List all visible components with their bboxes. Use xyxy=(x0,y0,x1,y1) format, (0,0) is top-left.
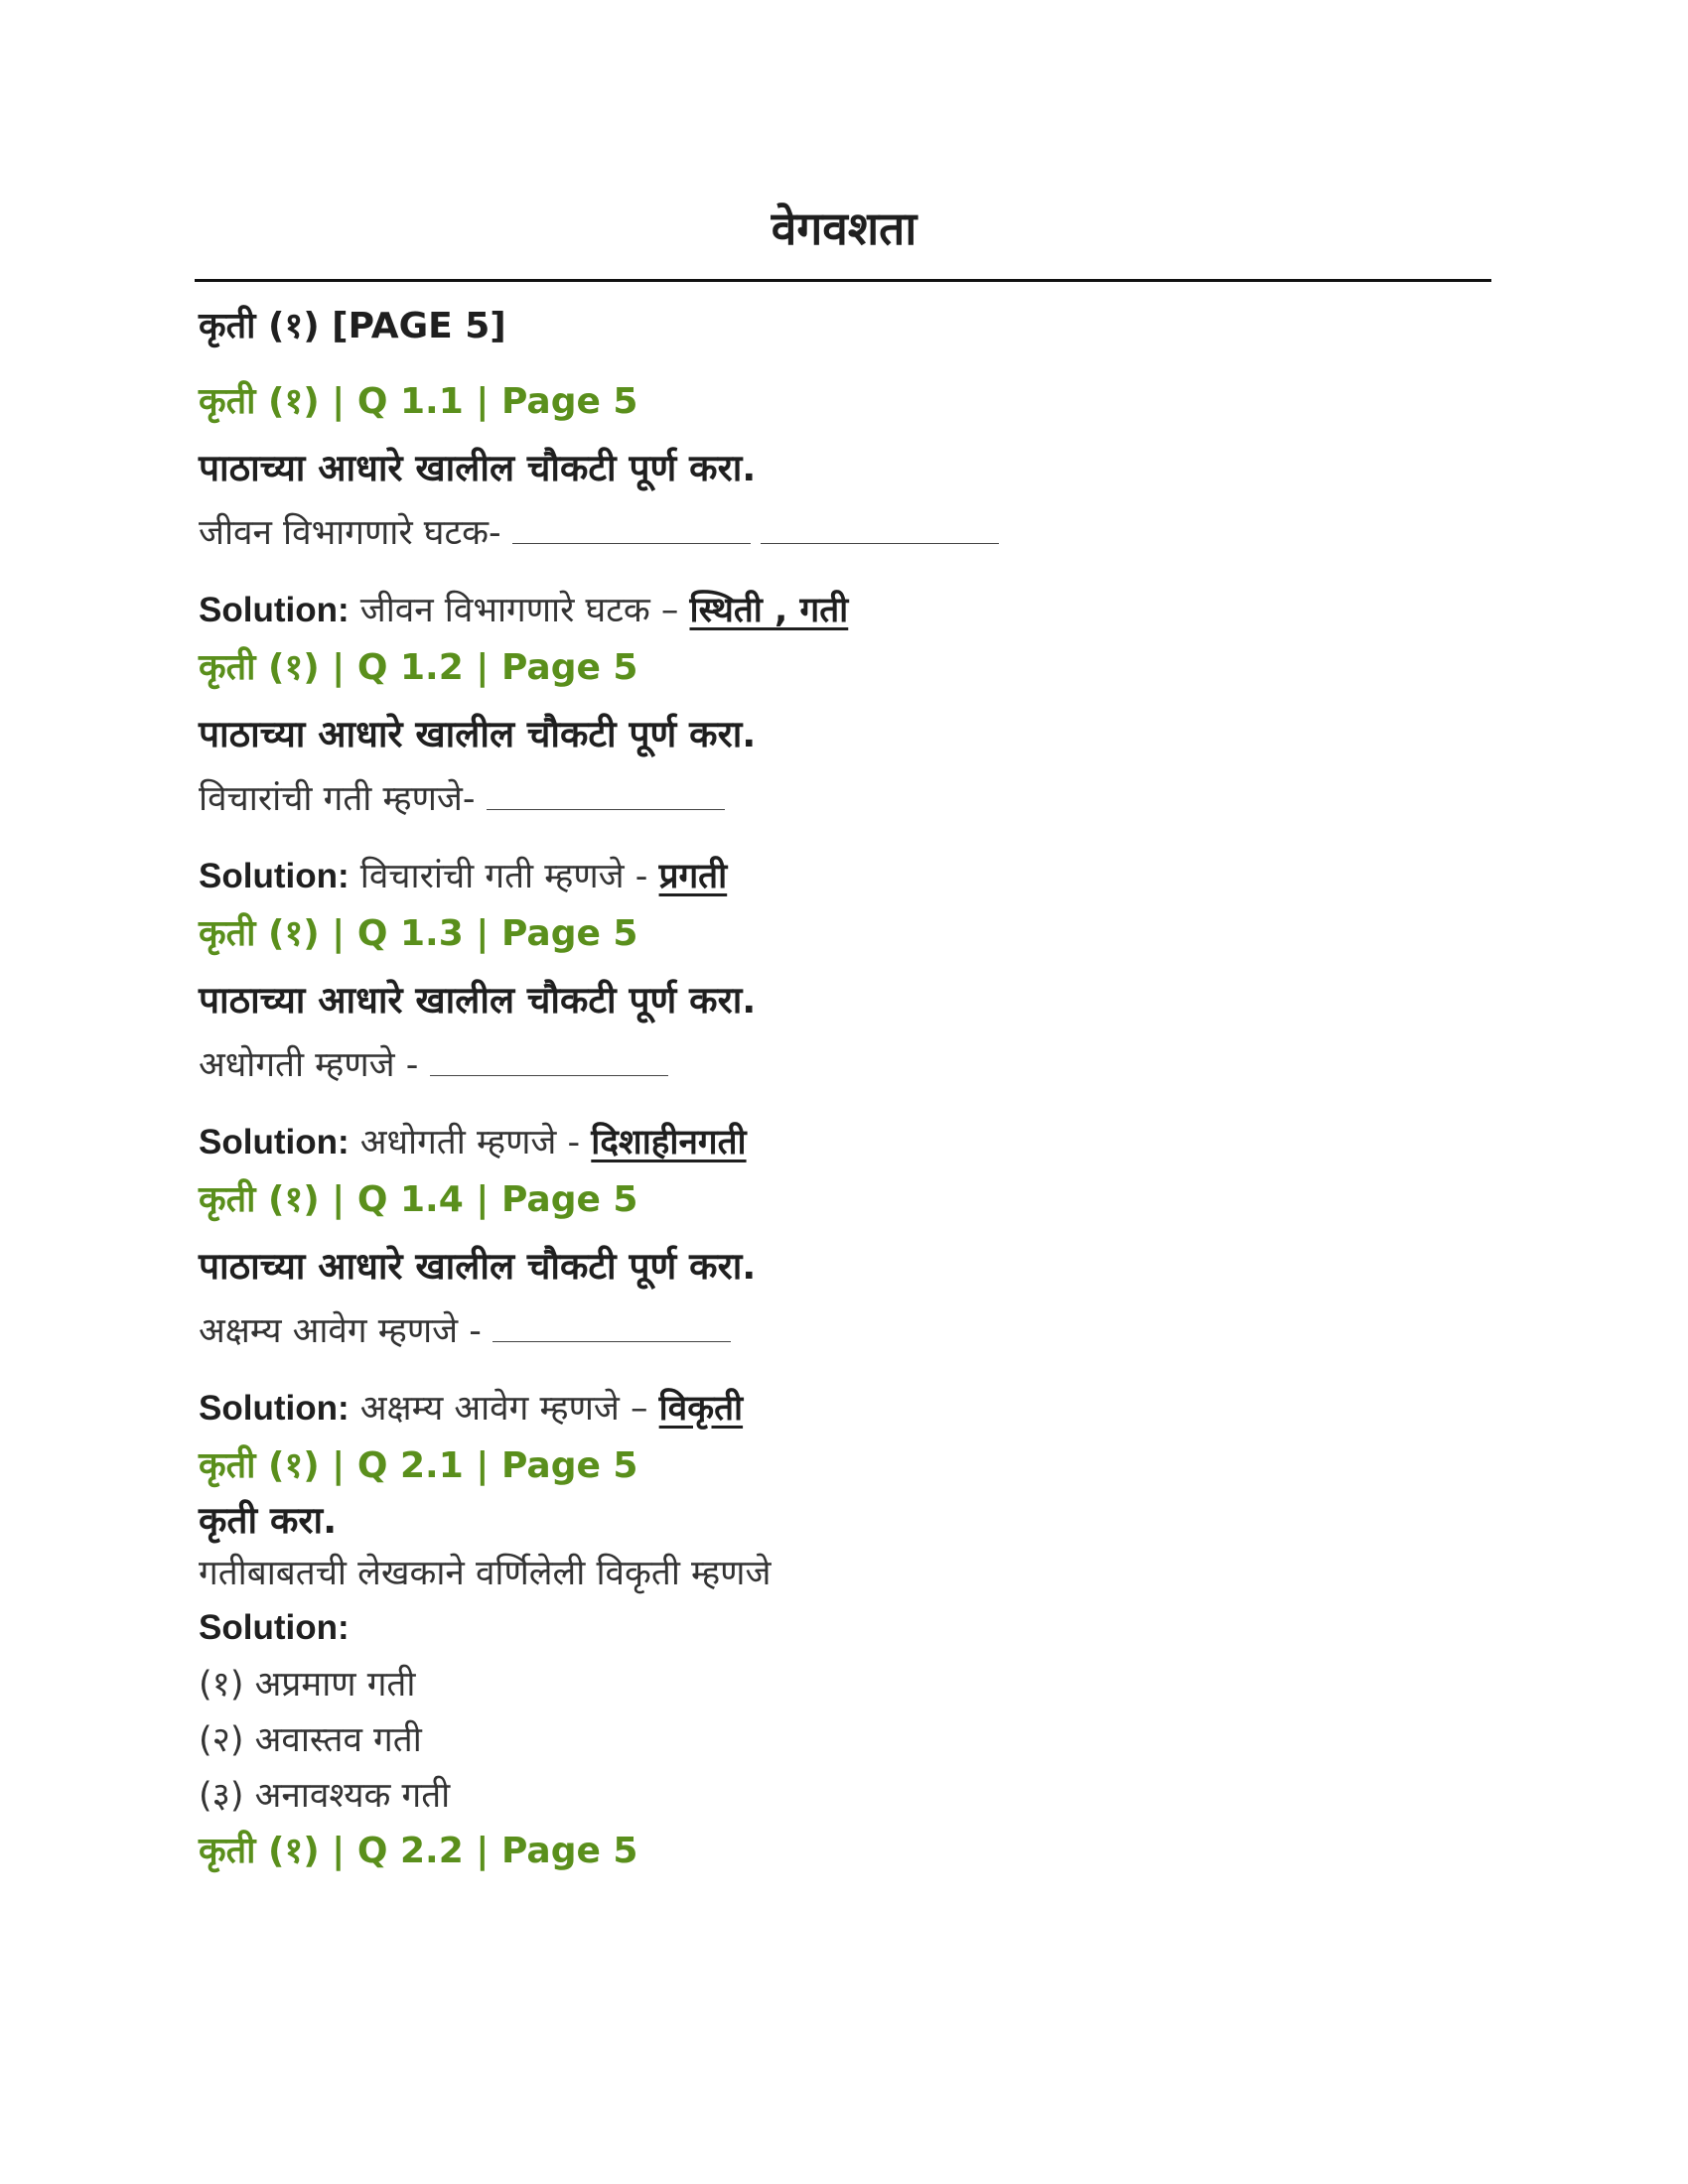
title-divider xyxy=(195,279,1491,282)
solution-text: अधोगती म्हणजे - xyxy=(359,1123,581,1162)
page-title: वेगवशता xyxy=(771,202,917,255)
prompt-1-3 xyxy=(199,1040,668,1087)
solution-text: विचारांची गती म्हणजे - xyxy=(359,857,648,896)
solution-answer: प्रगती xyxy=(658,857,728,896)
solution-label: Solution: xyxy=(199,591,350,629)
solution-text: अक्षम्य आवेग म्हणजे – xyxy=(359,1389,648,1429)
solution-label: Solution: xyxy=(199,1389,350,1428)
prompt-text: अधोगती म्हणजे - xyxy=(199,1045,419,1085)
solution-1-1 xyxy=(199,586,848,632)
solution-1-2 xyxy=(199,852,727,898)
answer-blank xyxy=(512,513,751,544)
solution-item: (३) अनावश्यक गती xyxy=(199,1776,451,1816)
prompt-2-1: गतीबाबतची लेखकाने वर्णिलेली विकृती म्हणजे xyxy=(199,1554,772,1593)
instruction-1-2: पाठाच्या आधारे खालील चौकटी पूर्ण करा. xyxy=(199,713,757,755)
prompt-text: विचारांची गती म्हणजे- xyxy=(199,779,476,819)
question-heading-1-2: कृती (१) | Q 1.2 | Page 5 xyxy=(199,647,638,688)
solution-item: (२) अवास्तव गती xyxy=(199,1720,422,1760)
solution-label: Solution: xyxy=(199,857,350,895)
instruction-2-1: कृती करा. xyxy=(199,1499,338,1542)
question-heading-2-2: कृती (१) | Q 2.2 | Page 5 xyxy=(199,1831,638,1871)
prompt-1-1 xyxy=(199,508,999,555)
question-heading-1-1: कृती (१) | Q 1.1 | Page 5 xyxy=(199,381,638,422)
solution-text: जीवन विभागणारे घटक – xyxy=(359,591,679,630)
prompt-1-2 xyxy=(199,774,725,821)
prompt-text: जीवन विभागणारे घटक- xyxy=(199,513,501,553)
prompt-text: अक्षम्य आवेग म्हणजे - xyxy=(199,1311,482,1351)
solution-2-1 xyxy=(199,1608,350,1648)
solution-label: Solution: xyxy=(199,1123,350,1161)
solution-item: (१) अप्रमाण गती xyxy=(199,1665,416,1705)
solution-answer: विकृती xyxy=(658,1389,744,1429)
solution-1-3 xyxy=(199,1118,747,1164)
solution-answer: दिशाहीनगती xyxy=(591,1123,747,1162)
question-heading-1-4: कृती (१) | Q 1.4 | Page 5 xyxy=(199,1179,638,1220)
section-heading: कृती (१) [PAGE 5] xyxy=(199,306,506,346)
answer-blank xyxy=(761,513,999,544)
answer-blank xyxy=(487,779,725,810)
instruction-1-4: पाठाच्या आधारे खालील चौकटी पूर्ण करा. xyxy=(199,1245,757,1288)
answer-blank xyxy=(492,1311,731,1342)
answer-blank xyxy=(430,1045,668,1076)
question-heading-2-1: कृती (१) | Q 2.1 | Page 5 xyxy=(199,1445,638,1486)
instruction-1-1: पाठाच्या आधारे खालील चौकटी पूर्ण करा. xyxy=(199,447,757,489)
solution-label: Solution: xyxy=(199,1608,350,1647)
question-heading-1-3: कृती (१) | Q 1.3 | Page 5 xyxy=(199,913,638,954)
prompt-1-4 xyxy=(199,1306,731,1353)
solution-1-4 xyxy=(199,1384,743,1431)
instruction-1-3: पाठाच्या आधारे खालील चौकटी पूर्ण करा. xyxy=(199,979,757,1022)
solution-answer: स्थिती , गती xyxy=(689,591,849,630)
